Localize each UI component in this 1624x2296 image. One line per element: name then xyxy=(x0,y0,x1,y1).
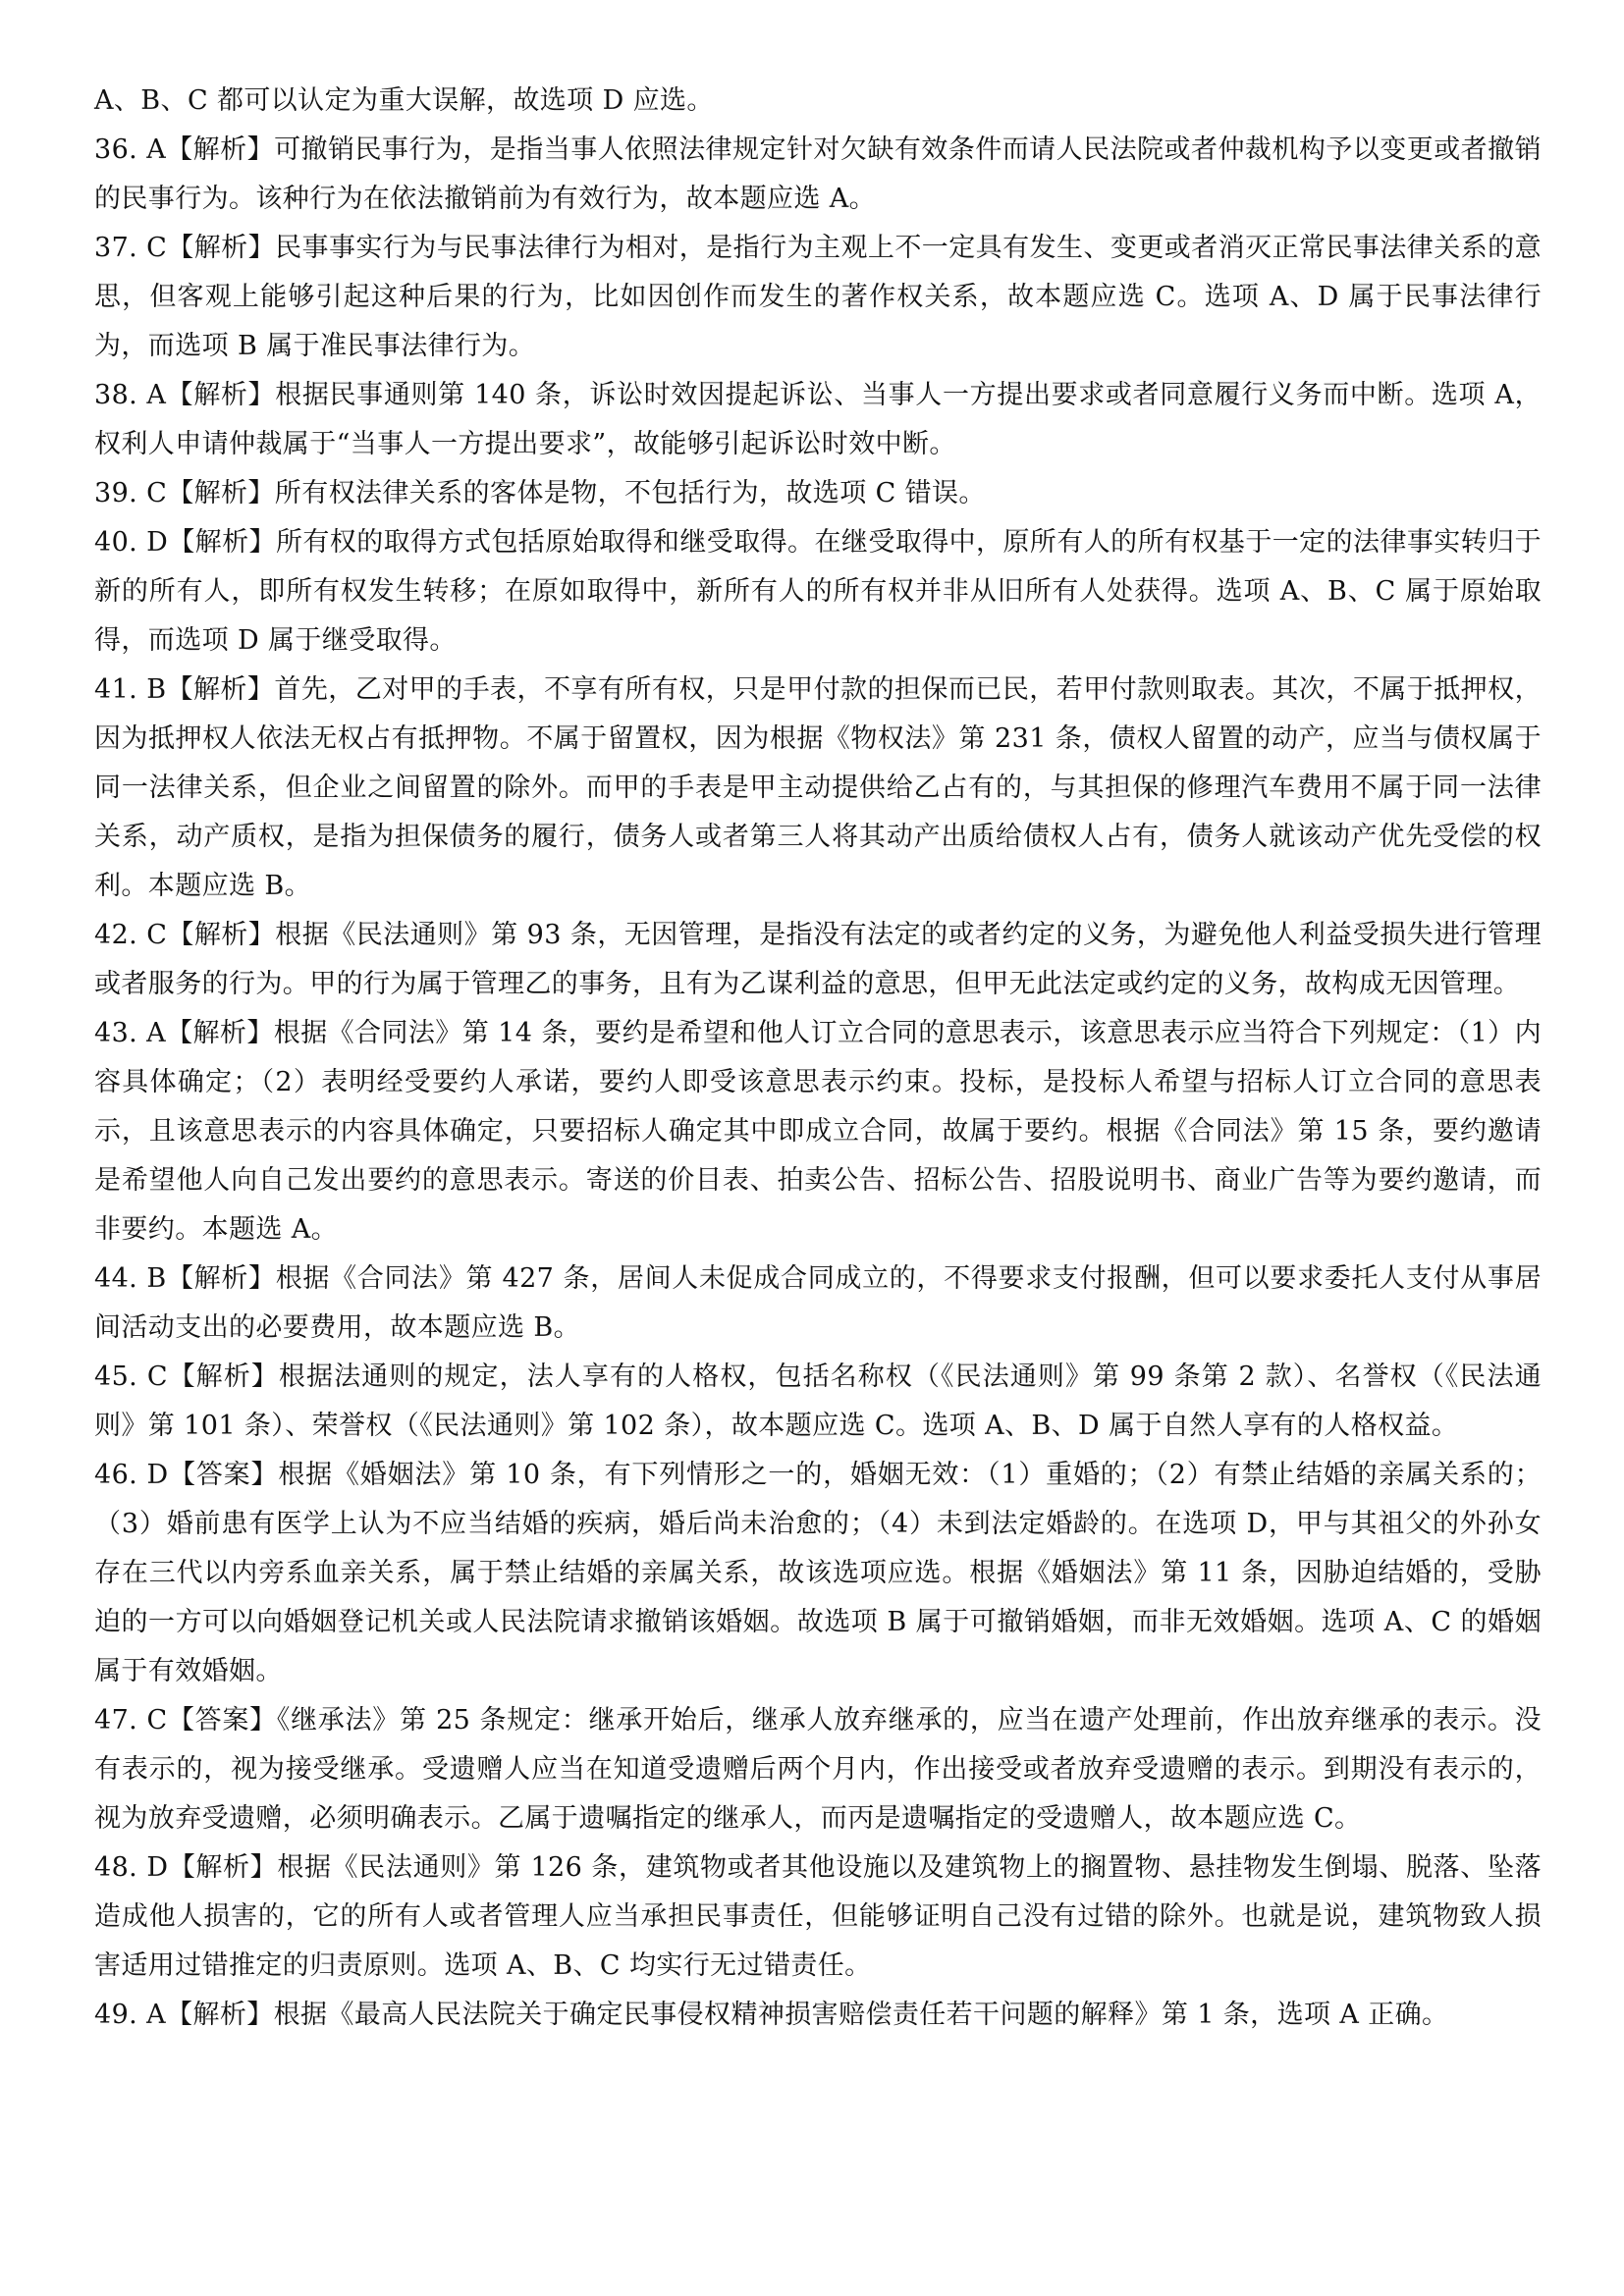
answer-letter: C xyxy=(146,233,168,263)
answer-tag: 【答案】 xyxy=(168,1460,279,1490)
analysis-tag: 【解析】 xyxy=(166,1263,276,1294)
answer-letter: C xyxy=(146,1705,168,1735)
answer-paragraph-48 xyxy=(94,1843,1542,1991)
paragraph-text: A、B、C 都可以认定为重大误解，故选项 D 应选。 xyxy=(94,85,714,116)
question-number: 37. xyxy=(94,233,138,263)
answer-paragraph-46 xyxy=(94,1451,1542,1696)
answer-letter: D xyxy=(146,1460,169,1490)
answer-letter: A xyxy=(146,1018,167,1048)
paragraph-text: 根据民事通则第 140 条，诉讼时效因提起诉讼、当事人一方提出要求或者同意履行义务而中断。选项 A，权利人申请仲裁属于“当事人一方提出要求”，故能够引起诉讼时效中断。 xyxy=(94,380,1542,459)
answer-letter: C xyxy=(146,1362,168,1392)
paragraph-text: 民事事实行为与民事法律行为相对，是指行为主观上不一定具有发生、变更或者消灭正常民事法律关系的意思，但客观上能够引起这种后果的行为，比如因创作而发生的著作权关系，故本题应选 C。选项 A、D 属于民事法律行为，而选项 B 属于准民事法律行为。 xyxy=(94,233,1542,361)
question-number: 43. xyxy=(94,1018,138,1048)
answer-letter: B xyxy=(146,674,167,705)
answer-paragraph-continuation xyxy=(94,77,1542,126)
paragraph-text: 根据《民法通则》第 93 条，无因管理，是指没有法定的或者约定的义务，为避免他人利益受损失进行管理或者服务的行为。甲的行为属于管理乙的事务，且有为乙谋利益的意思，但甲无此法定或约定的义务，故构成无因管理。 xyxy=(94,920,1542,999)
question-number: 42. xyxy=(94,920,138,950)
answer-paragraph-39 xyxy=(94,469,1542,518)
analysis-tag: 【解析】 xyxy=(166,134,275,165)
paragraph-text: 可撤销民事行为，是指当事人依照法律规定针对欠缺有效条件而请人民法院或者仲裁机构予以变更或者撤销的民事行为。该种行为在依法撤销前为有效行为，故本题应选 A。 xyxy=(94,134,1542,214)
analysis-tag: 【解析】 xyxy=(168,1852,278,1883)
answer-paragraph-38 xyxy=(94,371,1542,469)
answer-letter: C xyxy=(146,478,168,508)
answer-paragraph-41 xyxy=(94,666,1542,911)
answer-letter: D xyxy=(146,1852,169,1883)
question-number: 49. xyxy=(94,2000,138,2030)
answer-letter: A xyxy=(146,2000,167,2030)
question-number: 36. xyxy=(94,134,138,165)
paragraph-text: 所有权的取得方式包括原始取得和继受取得。在继受取得中，原所有人的所有权基于一定的法律事实转归于新的所有人，即所有权发生转移；在原如取得中，新所有人的所有权并非从旧所有人处获得。选项 A、B、C 属于原始取得，而选项 D 属于继受取得。 xyxy=(94,527,1542,656)
answer-paragraph-47 xyxy=(94,1696,1542,1843)
analysis-tag: 【解析】 xyxy=(167,233,276,263)
question-number: 39. xyxy=(94,478,138,508)
answer-letter: C xyxy=(146,920,168,950)
paragraph-text: 所有权法律关系的客体是物，不包括行为，故选项 C 错误。 xyxy=(274,478,986,508)
analysis-tag: 【解析】 xyxy=(167,478,275,508)
question-number: 45. xyxy=(94,1362,138,1392)
question-number: 47. xyxy=(94,1705,138,1735)
paragraph-text: 根据《民法通则》第 126 条，建筑物或者其他设施以及建筑物上的搁置物、悬挂物发生倒塌、脱落、坠落造成他人损害的，它的所有人或者管理人应当承担民事责任，但能够证明自己没有过错的除外。也就是说，建筑物致人损害适用过错推定的归责原则。选项 A、B、C 均实行无过错责任。 xyxy=(94,1852,1542,1981)
answer-letter: B xyxy=(146,1263,167,1294)
paragraph-text: 根据法通则的规定，法人享有的人格权，包括名称权（《民法通则》第 99 条第 2 款）、名誉权（《民法通则》第 101 条）、荣誉权（《民法通则》第 102 条），故本题应选 C。选项 A、B、D 属于自然人享有的人格权益。 xyxy=(94,1362,1542,1441)
question-number: 48. xyxy=(94,1852,138,1883)
answer-letter: A xyxy=(146,134,167,165)
answer-paragraph-45 xyxy=(94,1353,1542,1451)
answer-paragraph-36 xyxy=(94,126,1542,224)
question-number: 41. xyxy=(94,674,138,705)
answer-paragraph-49 xyxy=(94,1991,1542,2040)
question-number: 46. xyxy=(94,1460,138,1490)
document-page xyxy=(94,77,1542,2040)
analysis-tag: 【解析】 xyxy=(167,1362,279,1392)
analysis-tag: 【解析】 xyxy=(166,1018,274,1048)
paragraph-text: 根据《合同法》第 14 条，要约是希望和他人订立合同的意思表示，该意思表示应当符合下列规定：（1）内容具体确定；（2）表明经受要约人承诺，要约人即受该意思表示约束。投标，是投标人希望与招标人订立合同的意思表示，且该意思表示的内容具体确定，只要招标人确定其中即成立合同，故属于要约。根据《合同法》第 15 条，要约邀请是希望他人向自己发出要约的意思表示。寄送的价目表、拍卖公告、招标公告、招股说明书、商业广告等为要约邀请，而非要约。本题选 A。 xyxy=(94,1018,1543,1245)
question-number: 38. xyxy=(94,380,138,410)
question-number: 44. xyxy=(94,1263,138,1294)
analysis-tag: 【解析】 xyxy=(167,920,276,950)
answer-tag: 【答案】 xyxy=(167,1705,277,1735)
paragraph-text: 根据《最高人民法院关于确定民事侵权精神损害赔偿责任若干问题的解释》第 1 条，选项 A 正确。 xyxy=(273,2000,1449,2030)
paragraph-text: 根据《婚姻法》第 10 条，有下列情形之一的，婚姻无效：（1）重婚的；（2）有禁止结婚的亲属关系的；（3）婚前患有医学上认为不应当结婚的疾病，婚后尚未治愈的；（4）未到法定婚龄的。在选项 D，甲与其祖父的外孙女存在三代以内旁系血亲关系，属于禁止结婚的亲属关系，故该选项应选。根据《婚姻法》第 11 条，因胁迫结婚的，受胁迫的一方可以向婚姻登记机关或人民法院请求撤销该婚姻。故选项 B 属于可撤销婚姻，而非无效婚姻。选项 A、C 的婚姻属于有效婚姻。 xyxy=(94,1460,1542,1686)
answer-paragraph-43 xyxy=(94,1009,1542,1255)
question-number: 40. xyxy=(94,527,138,558)
answer-letter: A xyxy=(146,380,167,410)
answer-paragraph-37 xyxy=(94,224,1542,371)
analysis-tag: 【解析】 xyxy=(168,527,276,558)
analysis-tag: 【解析】 xyxy=(166,380,276,410)
answer-paragraph-40 xyxy=(94,518,1542,666)
analysis-tag: 【解析】 xyxy=(166,2000,274,2030)
analysis-tag: 【解析】 xyxy=(166,674,275,705)
paragraph-text: 《继承法》第 25 条规定：继承开始后，继承人放弃继承的，应当在遗产处理前，作出放弃继承的表示。没有表示的，视为接受继承。受遗赠人应当在知道受遗赠后两个月内，作出接受或者放弃受遗赠的表示。到期没有表示的，视为放弃受遗赠，必须明确表示。乙属于遗嘱指定的继承人，而丙是遗嘱指定的受遗赠人，故本题应选 C。 xyxy=(94,1705,1542,1834)
paragraph-text: 根据《合同法》第 427 条，居间人未促成合同成立的，不得要求支付报酬，但可以要求委托人支付从事居间活动支出的必要费用，故本题应选 B。 xyxy=(94,1263,1542,1343)
answer-letter: D xyxy=(146,527,169,558)
paragraph-text: 首先，乙对甲的手表，不享有所有权，只是甲付款的担保而已民，若甲付款则取表。其次，不属于抵押权，因为抵押权人依法无权占有抵押物。不属于留置权，因为根据《物权法》第 231 条，债权人留置的动产，应当与债权属于同一法律关系，但企业之间留置的除外。而甲的手表是甲主动提供给乙占有的，与其担保的修理汽车费用不属于同一法律关系，动产质权，是指为担保债务的履行，债务人或者第三人将其动产出质给债权人占有，债务人就该动产优先受偿的权利。本题应选 B。 xyxy=(94,674,1542,901)
answer-paragraph-42 xyxy=(94,911,1542,1009)
answer-paragraph-44 xyxy=(94,1255,1542,1353)
